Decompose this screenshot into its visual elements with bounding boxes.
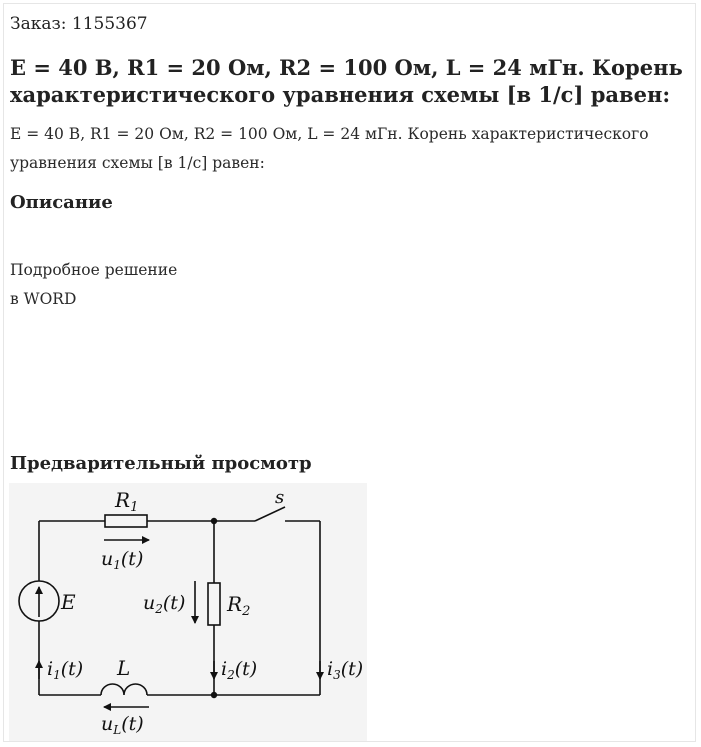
label-switch: s (275, 487, 285, 508)
inductor-l (101, 684, 147, 695)
label-r2: $R_2$ (227, 592, 251, 619)
label-inductor: L (117, 656, 131, 680)
resistor-r1 (105, 515, 147, 527)
label-u1: $u_1(t)$ (101, 548, 144, 572)
circuit-diagram (9, 483, 367, 741)
preview-heading: Предварительный просмотр (10, 453, 312, 474)
order-number: Заказ: 1155367 (10, 14, 148, 34)
short-description: E = 40 В, R1 = 20 Ом, R2 = 100 Ом, L = 24 мГн. Корень характеристического уравнения схемы [в 1/с] равен: (10, 125, 649, 172)
label-r1: $R_1$ (115, 488, 139, 515)
label-i3: $i_3(t)$ (327, 658, 364, 682)
node (211, 518, 217, 524)
description-line: Подробное решение (10, 261, 178, 279)
label-source: E (61, 590, 76, 614)
description-heading: Описание (10, 192, 113, 213)
resistor-r2 (208, 583, 220, 625)
content-card (3, 3, 696, 742)
switch-blade (255, 507, 285, 521)
description-body (10, 256, 177, 314)
label-u2: $u_2(t)$ (143, 592, 186, 616)
label-i1: $i_1(t)$ (47, 658, 84, 682)
label-i2: $i_2(t)$ (221, 658, 258, 682)
label-ul: $u_L(t)$ (101, 713, 144, 737)
page-title: E = 40 В, R1 = 20 Ом, R2 = 100 Ом, L = 24 мГн. Корень характеристического уравнения схемы [в 1/с] равен: (10, 55, 683, 107)
circuit-preview-image (9, 483, 367, 741)
description-line: в WORD (10, 290, 77, 308)
node (211, 692, 217, 698)
